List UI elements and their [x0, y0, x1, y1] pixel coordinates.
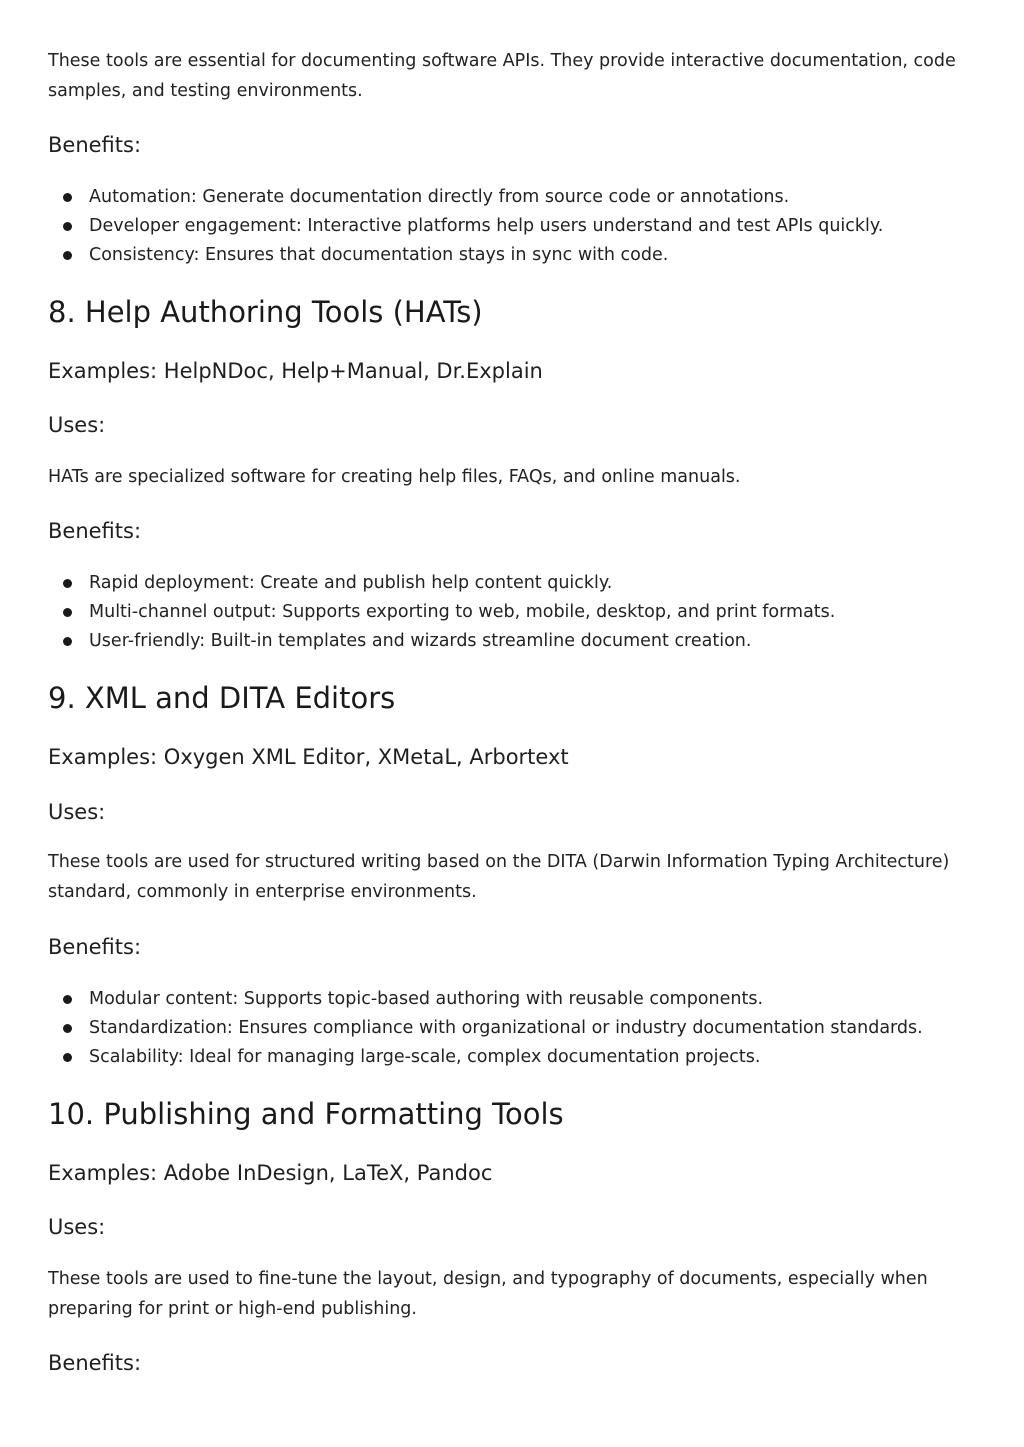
- section-examples: Examples: Oxygen XML Editor, XMetaL, Arbortext: [48, 745, 569, 769]
- list-item: Automation: Generate documentation directly from source code or annotations.: [48, 183, 883, 212]
- section-heading: 10. Publishing and Formatting Tools: [48, 1097, 564, 1131]
- uses-label: Uses:: [48, 800, 106, 824]
- section-heading: 8. Help Authoring Tools (HATs): [48, 295, 483, 329]
- intro-benefits-label: Benefits:: [48, 133, 142, 157]
- bullet-icon: [63, 251, 72, 260]
- uses-paragraph: HATs are specialized software for creating help files, FAQs, and online manuals.: [48, 467, 741, 487]
- list-item: User-friendly: Built-in templates and wizards streamline document creation.: [48, 627, 835, 656]
- list-item: Multi-channel output: Supports exporting to web, mobile, desktop, and print formats.: [48, 598, 835, 627]
- list-item: Modular content: Supports topic-based authoring with reusable components.: [48, 985, 923, 1014]
- section-heading: 9. XML and DITA Editors: [48, 681, 396, 715]
- bullet-icon: [63, 222, 72, 231]
- bullet-icon: [63, 1053, 72, 1062]
- benefits-label: Benefits:: [48, 519, 142, 543]
- section-examples: Examples: Adobe InDesign, LaTeX, Pandoc: [48, 1161, 493, 1185]
- bullet-icon: [63, 1024, 72, 1033]
- benefits-label: Benefits:: [48, 935, 142, 959]
- benefits-list: [48, 985, 923, 1071]
- list-item: Standardization: Ensures compliance with organizational or industry documentation standards.: [48, 1014, 923, 1043]
- list-item: Developer engagement: Interactive platforms help users understand and test APIs quickly.: [48, 212, 883, 241]
- intro-paragraph: These tools are essential for documenting software APIs. They provide interactive documentation, code samples, and testing environments.: [48, 51, 956, 101]
- benefits-label: Benefits:: [48, 1351, 142, 1375]
- bullet-icon: [63, 193, 72, 202]
- uses-paragraph: These tools are used to fine-tune the layout, design, and typography of documents, especially when preparing for print or high-end publishing.: [48, 1269, 928, 1319]
- uses-label: Uses:: [48, 1215, 106, 1239]
- benefits-list: [48, 569, 835, 655]
- bullet-icon: [63, 637, 72, 646]
- uses-label: Uses:: [48, 413, 106, 437]
- section-examples: Examples: HelpNDoc, Help+Manual, Dr.Explain: [48, 359, 543, 383]
- list-item: Rapid deployment: Create and publish help content quickly.: [48, 569, 835, 598]
- list-item: Consistency: Ensures that documentation stays in sync with code.: [48, 241, 883, 270]
- bullet-icon: [63, 608, 72, 617]
- bullet-icon: [63, 579, 72, 588]
- list-item: Scalability: Ideal for managing large-scale, complex documentation projects.: [48, 1043, 923, 1072]
- uses-paragraph: These tools are used for structured writing based on the DITA (Darwin Information Typing Architecture) standard, commonly in enterprise environments.: [48, 852, 950, 902]
- intro-benefits-list: [48, 183, 883, 269]
- bullet-icon: [63, 995, 72, 1004]
